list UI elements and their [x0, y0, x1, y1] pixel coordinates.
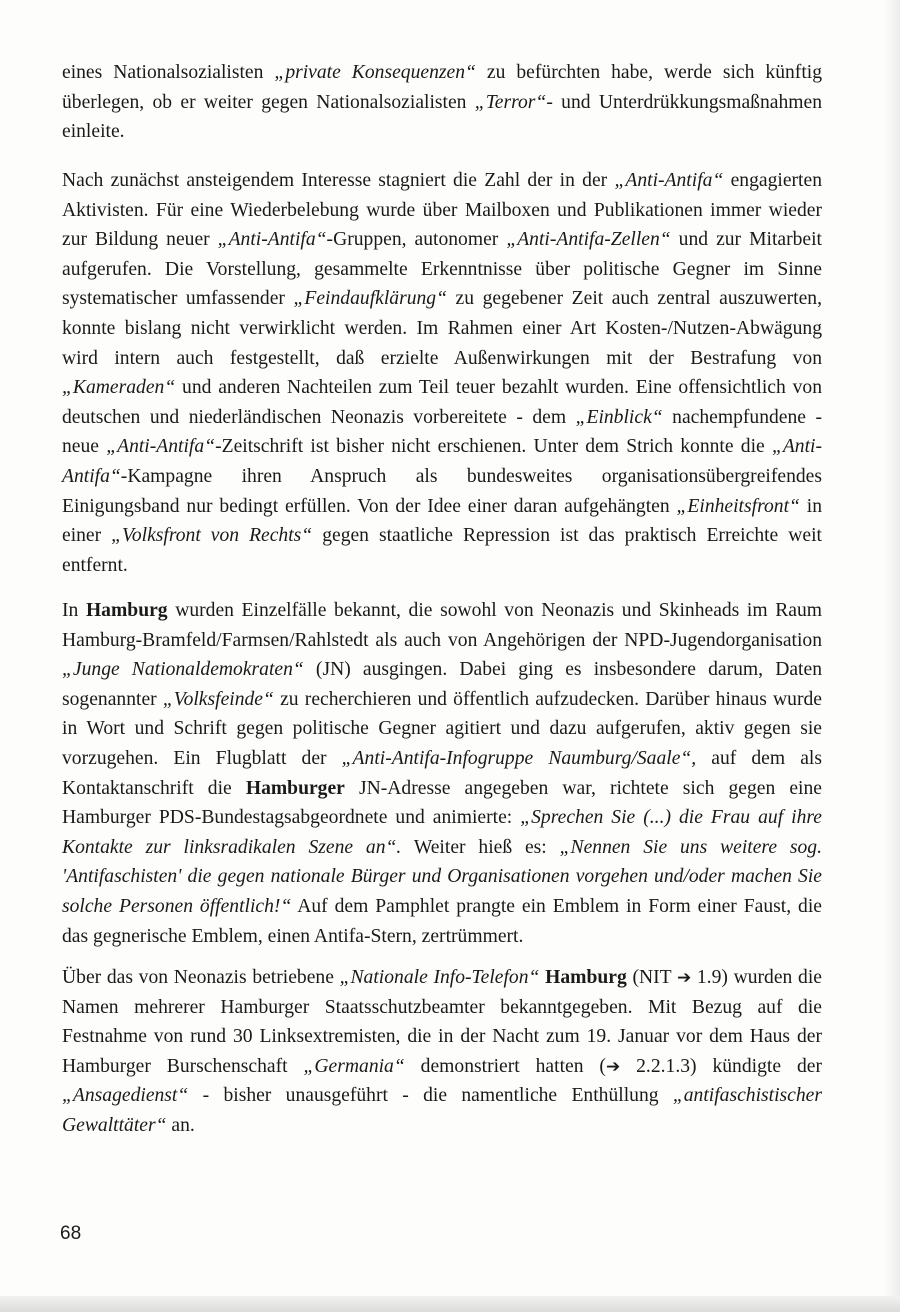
text-run: -Gruppen, autonomer: [326, 229, 507, 251]
text-run: (JN) ausgingen. Dabei ging es insbesondere darum, Daten sogenannter: [62, 659, 822, 710]
text-run: (NIT: [626, 967, 677, 988]
text-run: -Kampagne ihren Anspruch als bundesweites organisationsübergreifendes Einigungsband nur bedingt erfüllen. Von der Idee einer daran aufgehängten: [62, 465, 822, 517]
scan-edge-shadow: [884, 0, 900, 1312]
quoted-term: „Anti-Antifa“: [614, 170, 724, 191]
text-run: -Zeitschrift ist bisher nicht erschienen. Unter dem Strich konnte die: [215, 436, 772, 458]
quoted-term: „Nennen Sie uns weitere sog. 'Antifaschisten' die gegen nationale Bürger und Organisationen vorgehen und/oder machen Sie solche Personen öffentlich!“: [62, 836, 822, 917]
text-run: eines Nationalsozialisten: [62, 62, 275, 83]
text-run: nachempfundene - neue: [62, 406, 822, 458]
text-run: gegen staatliche Repression ist das praktisch Erreichte weit entfernt.: [62, 525, 822, 576]
scan-edge-shadow: [0, 1296, 900, 1312]
text-run: zu gegebener Zeit auch zentral auszuwerten, konnte bislang nicht verwirklicht werden. Im Rahmen einer Art Kosten-/Nutzen-Abwägung wird intern auch festgestellt, daß erzielte Außenwirkungen mit der Bestrafung von: [62, 288, 823, 369]
quoted-term: „Volksfront von Rechts“: [111, 525, 313, 547]
text-run: an.: [166, 1114, 195, 1136]
quoted-term: „Volksfeinde“: [162, 688, 274, 710]
quoted-term: „Feindaufklärung“: [293, 288, 447, 310]
page-number: 68: [60, 1223, 82, 1244]
text-run: auf dem als Kontaktanschrift die: [62, 747, 822, 799]
quoted-term: „Germania“: [303, 1055, 405, 1077]
text-run: JN-Adresse angegeben war, richtete sich gegen eine Hamburger PDS-Bundestagsabgeordnete und animierte:: [62, 777, 822, 829]
quoted-term: „Sprechen Sie (...) die Frau auf ihre Kontakte zur linksradikalen Szene an“.: [62, 807, 822, 858]
text-run: engagierten Aktivisten. Für eine Wiederbelebung wurde über Mailboxen und Publikationen immer wieder zur Bildung neuer: [62, 170, 822, 251]
text-run: demonstriert hatten (: [404, 1055, 606, 1077]
text-run: - und Unterdrükkungsmaßnahmen einleite.: [62, 91, 822, 143]
paragraph-2: [62, 166, 822, 580]
text-run: und zur Mitarbeit aufgerufen. Die Vorstellung, gesammelte Erkenntnisse über politische Gegner im Sinne systematischer umfassender: [62, 229, 822, 310]
text-run: - bisher unausgeführt - die namentliche Enthüllung: [188, 1085, 673, 1107]
text-run: zu recherchieren und öffentlich aufzudecken. Darüber hinaus wurde in Wort und Schrift gegen politische Gegner agitiert und dazu aufgerufen, aktiv gegen sie vorzugehen. Ein Flugblatt der: [62, 688, 822, 769]
bold-term: Hamburg: [545, 967, 627, 988]
quoted-term: „Terror“: [474, 91, 547, 113]
paragraph-1: [62, 58, 822, 147]
quoted-term: „Einblick“: [575, 406, 663, 428]
cross-reference-arrow-icon: ➔: [676, 968, 692, 988]
quoted-term: „Anti-Antifa-Infogruppe Naumburg/Saale“,: [341, 747, 697, 769]
text-run: in einer: [62, 495, 822, 547]
quoted-term: „Ansagedienst“: [62, 1085, 189, 1107]
text-run: zu befürchten habe, werde sich künftig überlegen, ob er weiter gegen Nationalsozialisten: [62, 62, 823, 113]
quoted-term: „Nationale Info-Telefon“: [339, 967, 540, 988]
quoted-term: „Anti-Antifa-Zellen“: [506, 229, 671, 251]
text-run: Weiter hieß es:: [401, 836, 560, 858]
bold-term: Hamburg: [85, 600, 168, 621]
text-run: und anderen Nachteilen zum Teil teuer bezahlt wurden. Eine offensichtlich von deutschen und niederländischen Neonazis vorbereitete - dem: [62, 377, 822, 428]
quoted-term: „Anti-Antifa“: [217, 229, 327, 251]
bold-term: Hamburger: [245, 777, 345, 799]
text-run: wurden Einzelfälle bekannt, die sowohl von Neonazis und Skinheads im Raum Hamburg-Bramfeld/Farmsen/Rahlstedt als auch von Angehörigen der NPD-Jugendorganisation: [62, 600, 822, 651]
quoted-term: „Anti-Antifa“: [62, 436, 823, 487]
text-run: 2.2.1.3) kündigte der: [620, 1055, 822, 1077]
cross-reference-arrow-icon: ➔: [605, 1056, 621, 1077]
quoted-term: „Einheitsfront“: [676, 495, 800, 517]
paragraph-3: [62, 596, 822, 951]
text-run: In: [62, 600, 86, 621]
text-run: 1.9) wurden die Namen mehrerer Hamburger Staatsschutzbeamter bekanntgegeben. Mit Bezug auf die Festnahme von rund 30 Linksextremisten, die in der Nacht zum 19. Januar vor dem Haus der Hamburger Burschenschaft: [62, 967, 822, 1077]
quoted-term: „Junge Nationaldemokraten“: [62, 659, 304, 681]
quoted-term: „antifaschistischer Gewalttäter“: [62, 1085, 822, 1136]
text-run: Über das von Neonazis betriebene: [62, 967, 340, 988]
text-run: Nach zunächst ansteigendem Interesse stagniert die Zahl der in der: [62, 170, 615, 191]
paragraph-4: [62, 963, 822, 1141]
quoted-term: „private Konsequenzen“: [274, 62, 476, 83]
quoted-term: „Anti-Antifa“: [106, 436, 216, 458]
text-run: Auf dem Pamphlet prangte ein Emblem in Form einer Faust, die das gegnerische Emblem, einen Antifa-Stern, zertrümmert.: [62, 895, 822, 947]
quoted-term: „Kameraden“: [62, 377, 176, 399]
